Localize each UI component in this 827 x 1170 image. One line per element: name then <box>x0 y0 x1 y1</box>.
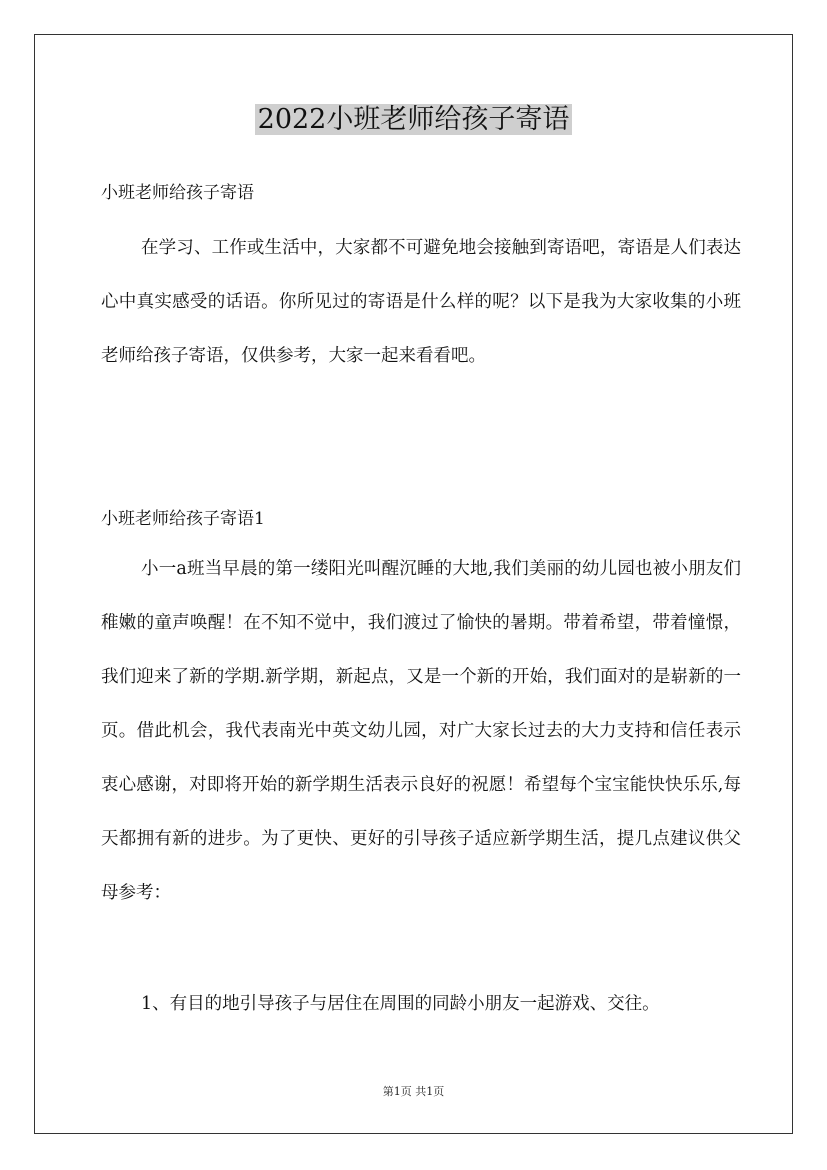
subtitle: 小班老师给孩子寄语 <box>101 183 254 203</box>
section-body-paragraph: 小一a班当早晨的第一缕阳光叫醒沉睡的大地,我们美丽的幼儿园也被小朋友们稚嫩的童声唤醒！在不知不觉中，我们渡过了愉快的暑期。带着希望，带着憧憬，我们迎来了新的学期.新学期，新起点，又是一个新的开始，我们面对的是崭新的一页。借此机会，我代表南光中英文幼儿园，对广大家长过去的大力支持和信任表示衷心感谢，对即将开始的新学期生活表示良好的祝愿！希望每个宝宝能快快乐乐,每天都拥有新的进步。为了更快、更好的引导孩子适应新学期生活，提几点建议供父母参考： <box>101 559 741 903</box>
intro-paragraph: 在学习、工作或生活中，大家都不可避免地会接触到寄语吧，寄语是人们表达心中真实感受的话语。你所见过的寄语是什么样的呢？以下是我为大家收集的小班老师给孩子寄语，仅供参考，大家一起来看看吧。 <box>101 238 741 366</box>
page-footer: 第1页 共1页 <box>382 1085 445 1098</box>
document-title <box>0 100 827 140</box>
section-heading: 小班老师给孩子寄语1 <box>101 509 265 529</box>
document-title-text: 2022小班老师给孩子寄语 <box>255 104 573 135</box>
suggestion-item: 1、有目的地引导孩子与居住在周围的同龄小朋友一起游戏、交往。 <box>141 994 660 1014</box>
